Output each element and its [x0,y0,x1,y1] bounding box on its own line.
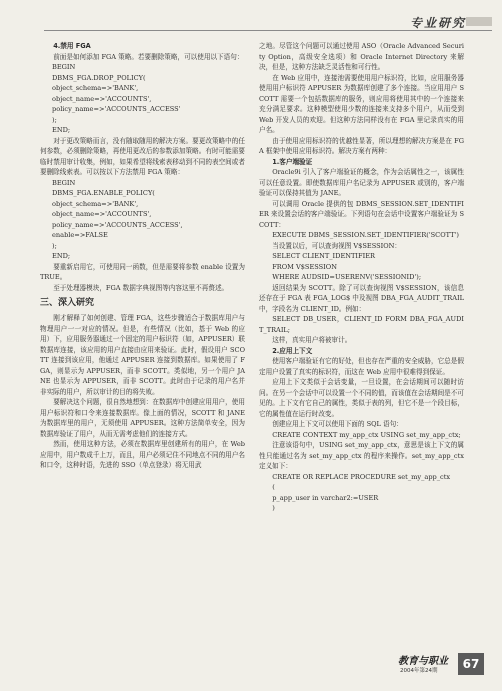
paragraph: 对于更改策略而言，没有随取随用的解决方案。要更改策略中的任何参数，必须删除策略，再使用更改后的参数添加策略。有时可能需要临时禁用审计收集，例如，如果希望将线索表移动到不同的表空间或者要删除线索表。可以按以下方法禁用 FGA 策略： [40,136,245,176]
paragraph: SELECT DB_USER，CLIENT_ID FORM DBA_FGA_AUDIT_TRAIL; [259,315,464,334]
paragraph: 然而，使用这种方法，必须在数据库里创建所有的用户，在 Web 应用中，用户数成千上万，而且，用户必须记住不同地点不同的用户名和口令，这种时语，先进的 SSO（单点登录）将无用武 [40,440,245,469]
code-line: policy_name=>'ACCOUNTS_ACCESS', [52,220,183,229]
code-line: BEGIN [52,178,76,187]
paragraph: 要解决这个问题，很自然地想到：在数据库中创建应用用户，使用用户标识符和口令来连接数据库。像上面的情况，SCOTT 和 JANE 为数据库里的用户，无须使用 APPUSER。这种方法简单安全，因为数据库验证了用户，从而无需考虑他们的连接方式。 [40,398,245,438]
code-line: ); [52,241,57,250]
code-line: object_name=>'ACCOUNTS', [52,210,152,218]
paragraph: 创建应用上下文可以使用下面的 SQL 语句： [272,420,403,428]
magazine-logo: 教育与职业 [398,656,448,667]
paragraph: ) [272,504,275,512]
paragraph: ( [272,483,275,491]
code-line: object_schema=>'BANK', [52,84,139,92]
page-header [0,0,502,34]
paragraph: 应用上下文类似于会话变量，一旦设置，在会话期间可以随时访问。在另一个会话中可以设置一个不同的值，而该值在会话期间是不可见的。上下文有它自己的属性，类似于表的列，但它不是一个段目标，它的属性值在运行时改变。 [259,378,464,418]
page-number: 67 [458,653,484,675]
paragraph: 使用客户端验证有它的好处，但也存在严重的安全威胁，它总是假定用户设置了真实的标识符，而这在 Web 应用中很难得到保证。 [259,357,464,376]
paragraph: CREATE OR REPLACE PROCEDURE set_my_app_ctx [272,472,451,481]
paragraph: EXECUTE DBMS_SESSION.SET_IDENTIFIER('SCOTT') [272,231,459,239]
paragraph: 之地。尽管这个问题可以通过使用 ASO（Oracle Advanced Security Option，高级安全选项）和 Oracle Internet Directory 来解决，但是，这种方法缺乏灵活性和可行性。 [259,42,464,71]
subsection-heading: 2.应用上下文 [272,346,313,355]
paragraph: WHERE AUDSID=USERENV('SESSIONID'); [272,273,422,281]
paragraph: p_app_user in varchar2:=USER [272,493,379,502]
section-badge-bar [466,17,492,26]
subsection-heading: 1.客户端验证 [272,157,313,166]
header-rule [44,30,492,31]
paragraph: 刚才解释了如何创建、管理 FGA，这些步骤适合于数据库用户与物理用户一一对应的情况。但是，有些情况（比如，基于 Web 的应用）下，应用服务器通过一个固定的用户标识符（如，APPUSER）联数据库连接，该应用的用户直接由应用来验证。此时，假设用户 SCOTT 连接到该应用，他通过 APPUSER 连接到数据库。如果使用了 FGA，则显示为 APPUSER，而非 SCOTT。类似地，另一个用户 JANE 也显示为 APPUSER，而非 SCOTT。此时由于记录的用户名并非实际的用户，所以审计的目的将失败。 [40,314,245,396]
paragraph: 由于使用应用标识符的优越性显著，所以理想的解决方案是在 FGA 框架中使用应用标识符。解决方案有两种： [259,136,464,155]
code-line: enable=>FALSE [52,231,108,239]
code-line: END; [52,252,71,260]
code-line: object_name=>'ACCOUNTS', [52,94,152,103]
paragraph: 这样，真实用户将被审计。 [272,336,352,344]
paragraph: CREATE CONTEXT my_app_ctx USING set_my_app_ctx; [272,430,461,439]
paragraph: 前面是如何添加 FGA 策略。若要删除策略，可以使用以下语句： [53,52,244,61]
code-line: ); [52,115,57,124]
paragraph: 至于处理器模块，FGA 数据字典视图等内容这里不再赘述。 [53,283,229,292]
paragraph: SELECT CLIENT_IDENTIFIER [272,252,375,260]
paragraph: FROM V$SESSION [272,262,337,271]
left-column [40,41,245,471]
subsection-heading: 4.禁用 FGA [53,42,91,50]
paragraph: 注意该语句中，USING set_my_app_ctx，意思是该上下文的属性只能通过名为 set_my_app_ctx 的程序来操作。set_my_app_ctx 定义如下： [259,441,464,470]
page-footer [392,652,496,682]
code-line: BEGIN [52,63,76,71]
section-title: 专业研究 [409,16,466,30]
paragraph: 当设置以后，可以查询视图 V$SESSION： [272,241,401,250]
section-heading: 三、深入研究 [40,298,95,308]
paragraph: 在 Web 应用中，连接池需要使用用户标识符，比如，应用服务器使用用户标识符 APPUSER 为数据库创建了多个连接。当应用用户 SCOTT 需要一个包括数据库的服务，则应用将使用其中的一个连接来充分满足要求。这种模型使用少数的连接来支持多个用户，从而受到 Web 开发人员的欢迎。但这种方法同样没有在 FGA 里记录真实的用户名。 [259,73,464,134]
paragraph: 要重新启用它，可使用同一函数，但是需要将参数 enable 设置为 TRUE。 [40,262,245,281]
paragraph: 可以调用 Oracle 提供的包 DBMS_SESSION.SET_IDENTIFIER 来设置会话的客户端验证。下列语句在会话中设置客户端验证为 SCOTT： [259,199,464,229]
right-column [259,41,464,514]
issue-label: 2004年第24期 [400,668,438,674]
code-line: END; [52,126,71,134]
code-line: DBMS_FGA.ENABLE_POLICY( [52,189,155,197]
code-line: object_schema=>'BANK', [52,199,139,208]
code-line: policy_name=>'ACCOUNTS_ACCESS' [52,105,181,113]
paragraph: 返回结果为 SCOTT。除了可以查询视图 V$SESSION，该信息还存在于 FGA 表 FGA_LOG$ 中及视图 DBA_FGA_AUDIT_TRAIL 中，字段名为 CLIENT_ID。例如： [259,283,464,313]
code-line: DBMS_FGA.DROP_POLICY( [52,73,146,82]
paragraph: Oracle9i 引入了客户端验证的概念，作为会话属性之一，该属性可以任意设置。即使数据库用户名记录为 APPUSER 或别的，客户端验证可以保持其值为 JANE。 [259,168,464,197]
